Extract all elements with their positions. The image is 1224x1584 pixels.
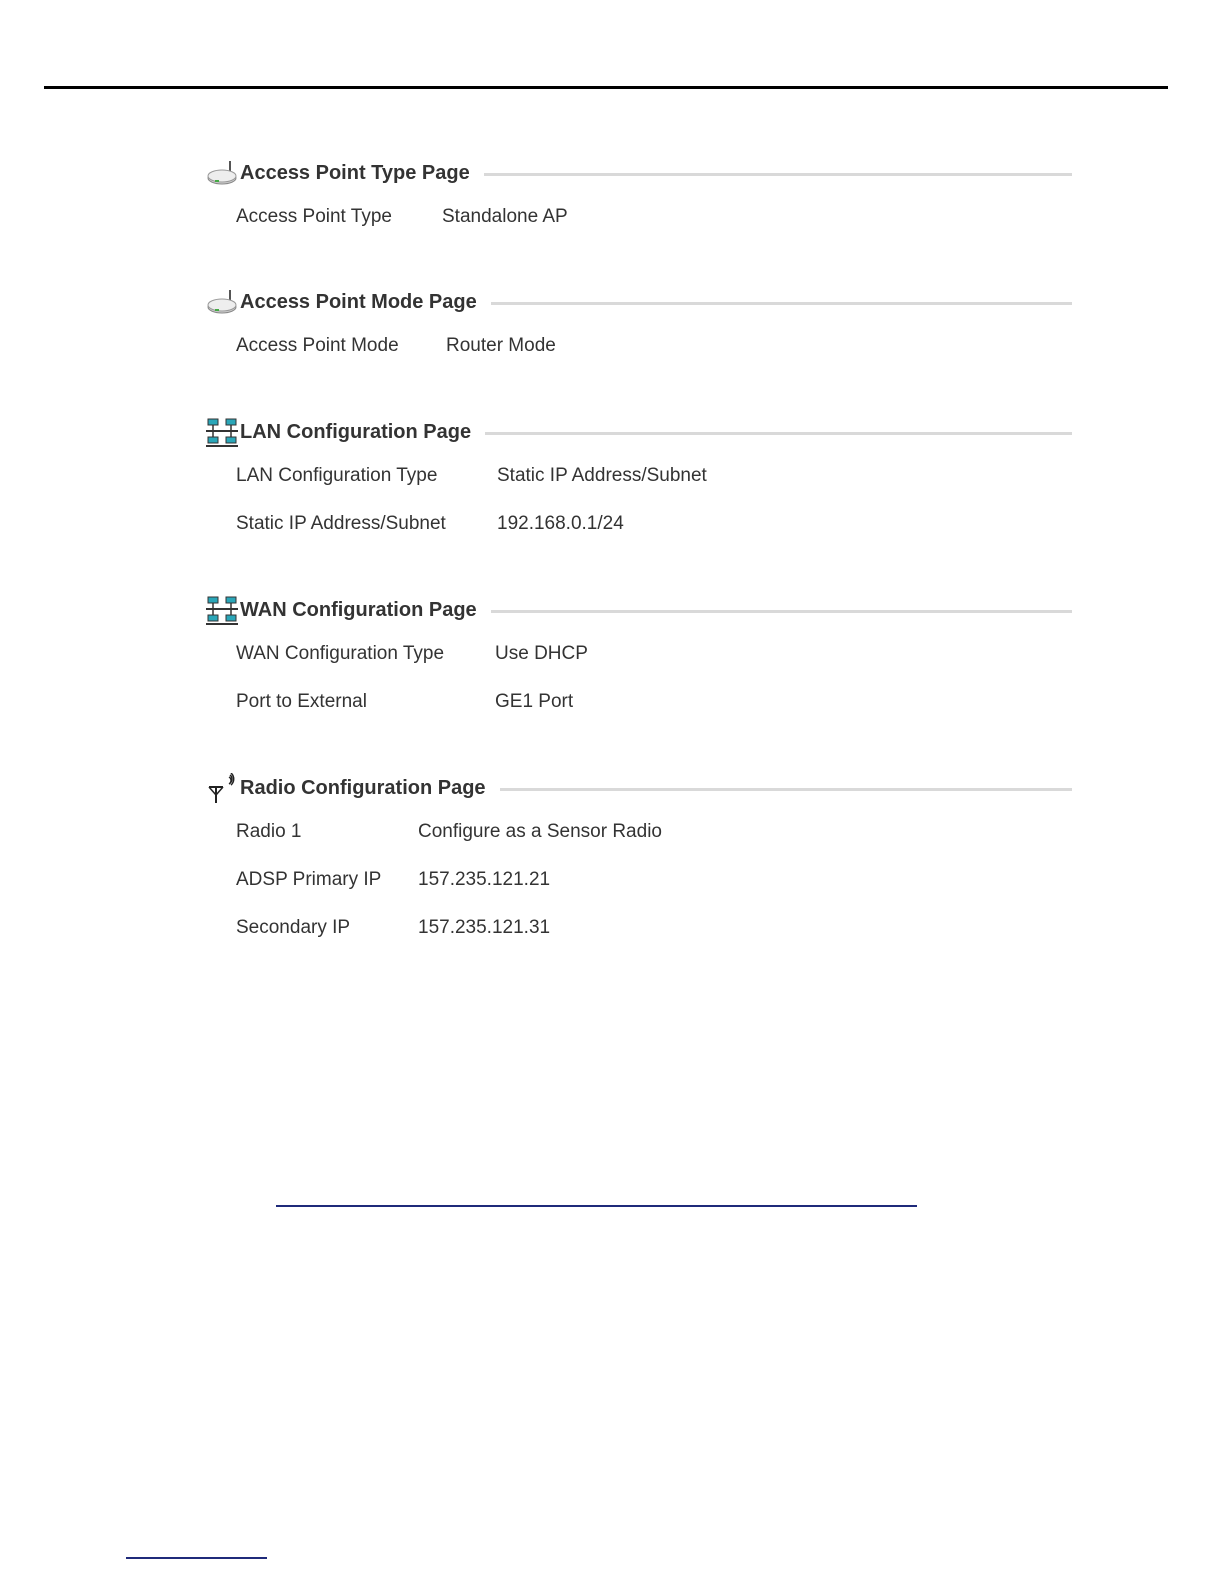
field-value: Static IP Address/Subnet — [497, 465, 707, 486]
network-icon — [206, 595, 240, 625]
section-header — [206, 287, 1072, 317]
access-point-icon — [206, 158, 240, 188]
field-label: LAN Configuration Type — [236, 465, 438, 486]
top-rule — [44, 86, 1168, 89]
antenna-icon — [206, 773, 240, 803]
section-access-point-mode — [206, 287, 1072, 356]
section-lan-configuration — [206, 417, 1072, 534]
section-divider — [484, 173, 1072, 176]
section-header — [206, 158, 1072, 188]
field-value: Configure as a Sensor Radio — [418, 821, 662, 842]
footer-link-underline[interactable] — [126, 1557, 267, 1559]
field-label: Access Point Mode — [236, 335, 399, 356]
section-radio-configuration — [206, 773, 1072, 938]
field-label: Static IP Address/Subnet — [236, 513, 446, 534]
section-divider — [491, 610, 1072, 613]
section-title: Access Point Type Page — [240, 161, 470, 184]
field-value: Standalone AP — [442, 206, 568, 227]
network-icon — [206, 417, 240, 447]
field-value: Router Mode — [446, 335, 556, 356]
section-header — [206, 417, 1072, 447]
section-title: WAN Configuration Page — [240, 598, 477, 621]
field-value: GE1 Port — [495, 691, 574, 712]
field-label: ADSP Primary IP — [236, 869, 382, 890]
section-access-point-type — [206, 158, 1072, 227]
field-label: Port to External — [236, 691, 367, 712]
section-wan-configuration — [206, 595, 1072, 712]
link-underline[interactable] — [276, 1205, 917, 1207]
section-title: LAN Configuration Page — [240, 420, 472, 443]
section-divider — [485, 432, 1072, 435]
field-label: WAN Configuration Type — [236, 643, 445, 664]
field-value: 157.235.121.31 — [418, 917, 551, 938]
field-label: Secondary IP — [236, 917, 351, 938]
field-label: Radio 1 — [236, 821, 302, 842]
section-title: Access Point Mode Page — [240, 290, 477, 313]
field-value: Use DHCP — [495, 643, 588, 664]
access-point-icon — [206, 287, 240, 317]
section-header — [206, 595, 1072, 625]
field-value: 157.235.121.21 — [418, 869, 551, 890]
section-divider — [491, 302, 1072, 305]
section-header — [206, 773, 1072, 803]
field-label: Access Point Type — [236, 206, 392, 227]
section-title: Radio Configuration Page — [240, 776, 486, 799]
section-divider — [500, 788, 1072, 791]
field-value: 192.168.0.1/24 — [497, 513, 624, 534]
